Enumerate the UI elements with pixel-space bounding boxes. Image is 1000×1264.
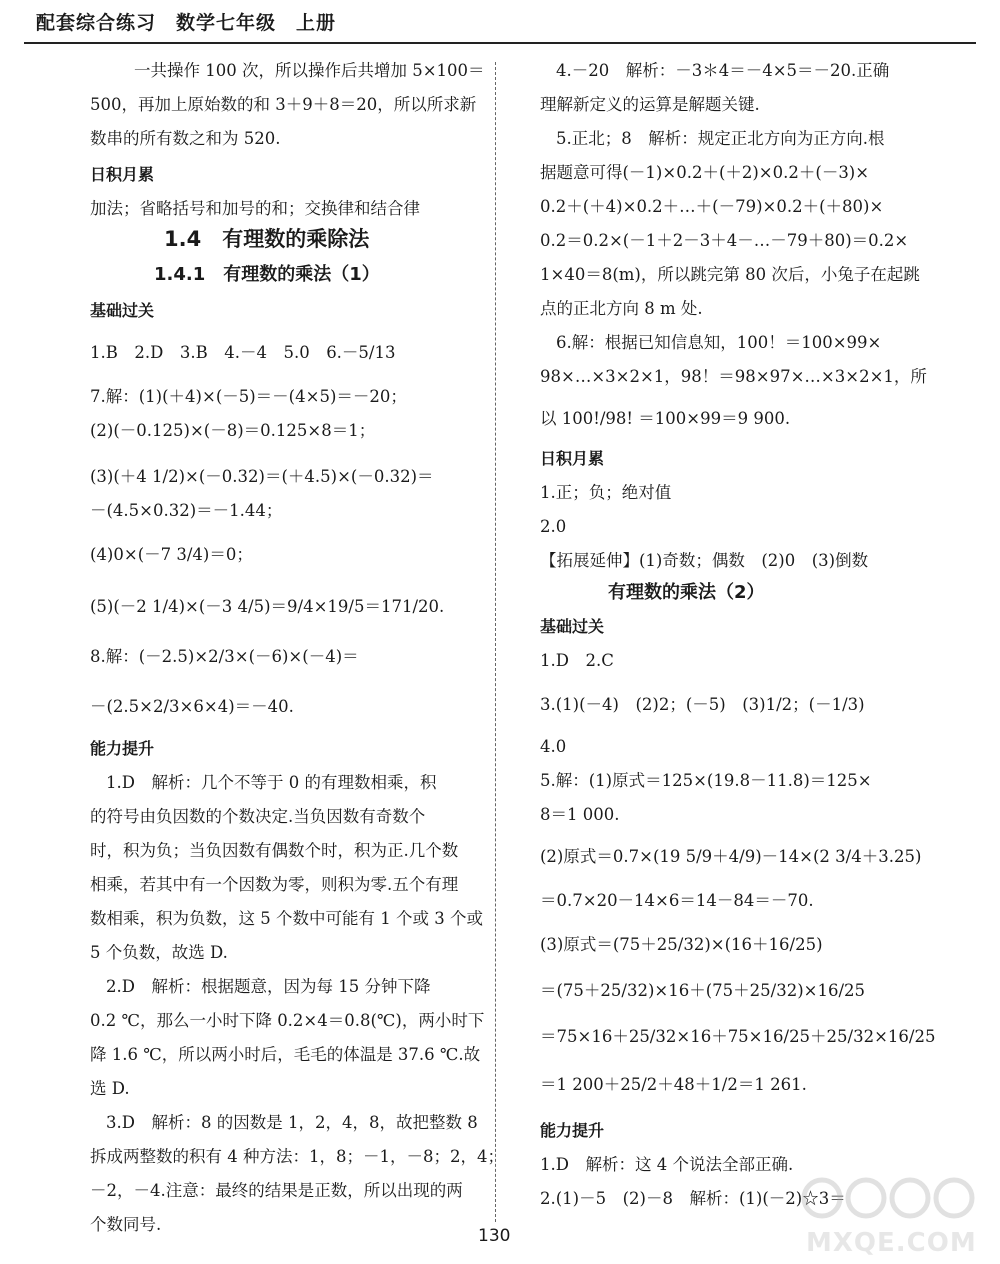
text-line: 一共操作 100 次，所以操作后共增加 5×100＝ [134, 61, 485, 80]
watermark [800, 1170, 990, 1260]
column-divider [495, 62, 496, 1222]
text-line: 的符号由负因数的个数决定.当负因数有奇数个 [90, 807, 426, 826]
watermark-text: MXQE.COM [806, 1228, 977, 1258]
watermark-logo-icon [800, 1170, 980, 1230]
section-label: 日积月累 [540, 449, 605, 468]
section-label: 能力提升 [540, 1121, 605, 1140]
answer-line: 7.解：(1)(＋4)×(－5)＝－(4×5)＝－20； [90, 387, 407, 406]
header-rule [24, 42, 976, 44]
answer-line: ＝0.7×20－14×6＝14－84＝－70. [540, 891, 814, 910]
answer-line: ＝1 200＋25/2＋48＋1/2＝1 261. [540, 1075, 807, 1094]
answer-line: (5)(－2 1/4)×(－3 4/5)＝9/4×19/5＝171/20. [90, 597, 445, 616]
answer-line: 2.0 [540, 517, 567, 536]
answer-line: (3)(＋4 1/2)×(－0.32)＝(＋4.5)×(－0.32)＝ [90, 467, 434, 486]
text-line: 1×40＝8(m)，所以跳完第 80 次后，小兔子在起跳 [540, 265, 920, 284]
answer-line: 1.D 解析：这 4 个说法全部正确. [540, 1155, 794, 1174]
text-line: 98×…×3×2×1，98！＝98×97×…×3×2×1，所 [540, 367, 927, 386]
section-label: 能力提升 [90, 739, 155, 758]
text-line: 5.正北；8 解析：规定正北方向为正方向.根 [556, 129, 885, 148]
answer-line: 4.0 [540, 737, 567, 756]
answer-line: 1.B 2.D 3.B 4.－4 5.0 6.－5/13 [90, 343, 396, 362]
text-line: 降 1.6 ℃，所以两小时后，毛毛的体温是 37.6 ℃.故 [90, 1045, 481, 1064]
text-line: 个数同号. [90, 1215, 162, 1234]
answer-line: (4)0×(－7 3/4)＝0； [90, 545, 253, 564]
answer-line: 1.D 2.C [540, 651, 614, 670]
text-line: 时，积为负；当负因数有偶数个时，积为正.几个数 [90, 841, 459, 860]
section-label: 基础过关 [90, 301, 155, 320]
text-line: 0.2 ℃，那么一小时下降 0.2×4＝0.8(℃)，两小时下 [90, 1011, 485, 1030]
answer-line: 2.(1)－5 (2)－8 解析：(1)(－2)☆3＝ [540, 1189, 846, 1208]
text-line: 相乘，若其中有一个因数为零，则积为零.五个有理 [90, 875, 459, 894]
answer-line: 8＝1 000. [540, 805, 620, 824]
subsection-heading: 有理数的乘法（2） [608, 582, 765, 603]
answer-line: (2)(－0.125)×(－8)＝0.125×8＝1； [90, 421, 376, 440]
text-line: 0.2＝0.2×(－1＋2－3＋4－…－79＋80)＝0.2× [540, 231, 909, 250]
page-header [0, 0, 1000, 40]
text-line: 以 100!/98! ＝100×99＝9 900. [540, 409, 791, 428]
page-number: 130 [478, 1226, 511, 1246]
answer-line: (3)原式＝(75＋25/32)×(16＋16/25) [540, 935, 823, 954]
text-line: 数串的所有数之和为 520. [90, 129, 281, 148]
answer-line: 3.(1)(－4) (2)2；(－5) (3)1/2；(－1/3) [540, 695, 865, 714]
text-line: 数相乘，积为负数，这 5 个数中可能有 1 个或 3 个或 [90, 909, 483, 928]
text-line: 6.解：根据已知信息知，100！＝100×99× [556, 333, 882, 352]
answer-line: ＝75×16＋25/32×16＋75×16/25＋25/32×16/25 [540, 1027, 936, 1046]
answer-line: 1.正；负；绝对值 [540, 483, 672, 502]
text-line: 点的正北方向 8 m 处. [540, 299, 703, 318]
section-label: 日积月累 [90, 165, 155, 184]
text-line: －2，－4.注意：最终的结果是正数，所以出现的两 [90, 1181, 463, 1200]
answer-line: －(2.5×2/3×6×4)＝－40. [90, 697, 294, 716]
section-heading: 1.4 有理数的乘除法 [164, 227, 370, 251]
text-line: 4.－20 解析：－3＊4＝－4×5＝－20.正确 [556, 61, 890, 80]
text-line: 3.D 解析：8 的因数是 1，2，4，8，故把整数 8 [106, 1113, 478, 1132]
extension-line: 【拓展延伸】(1)奇数；偶数 (2)0 (3)倒数 [540, 551, 869, 570]
subsection-heading: 1.4.1 有理数的乘法（1） [154, 264, 380, 285]
text-line: 理解新定义的运算是解题关键. [540, 95, 760, 114]
answer-line: 5.解：(1)原式＝125×(19.8－11.8)＝125× [540, 771, 872, 790]
text-line: 加法；省略括号和加号的和；交换律和结合律 [90, 199, 420, 218]
text-line: 2.D 解析：根据题意，因为每 15 分钟下降 [106, 977, 431, 996]
text-line: 选 D. [90, 1079, 130, 1098]
header-title: 配套综合练习 数学七年级 上册 [36, 12, 337, 34]
text-line: 据题意可得(－1)×0.2＋(＋2)×0.2＋(－3)× [540, 163, 870, 182]
answer-line: 8.解：(－2.5)×2/3×(－6)×(－4)＝ [90, 647, 359, 666]
section-label: 基础过关 [540, 617, 605, 636]
text-line: 5 个负数，故选 D. [90, 943, 228, 962]
text-line: 0.2＋(＋4)×0.2＋…＋(－79)×0.2＋(＋80)× [540, 197, 884, 216]
answer-line: ＝(75＋25/32)×16＋(75＋25/32)×16/25 [540, 981, 866, 1000]
answer-line: (2)原式＝0.7×(19 5/9＋4/9)－14×(2 3/4＋3.25) [540, 847, 922, 866]
text-line: 1.D 解析：几个不等于 0 的有理数相乘，积 [106, 773, 437, 792]
answer-line: －(4.5×0.32)＝－1.44； [90, 501, 283, 520]
text-line: 拆成两整数的积有 4 种方法：1，8；－1，－8；2，4； [90, 1147, 504, 1166]
text-line: 500，再加上原始数的和 3＋9＋8＝20，所以所求新 [90, 95, 477, 114]
